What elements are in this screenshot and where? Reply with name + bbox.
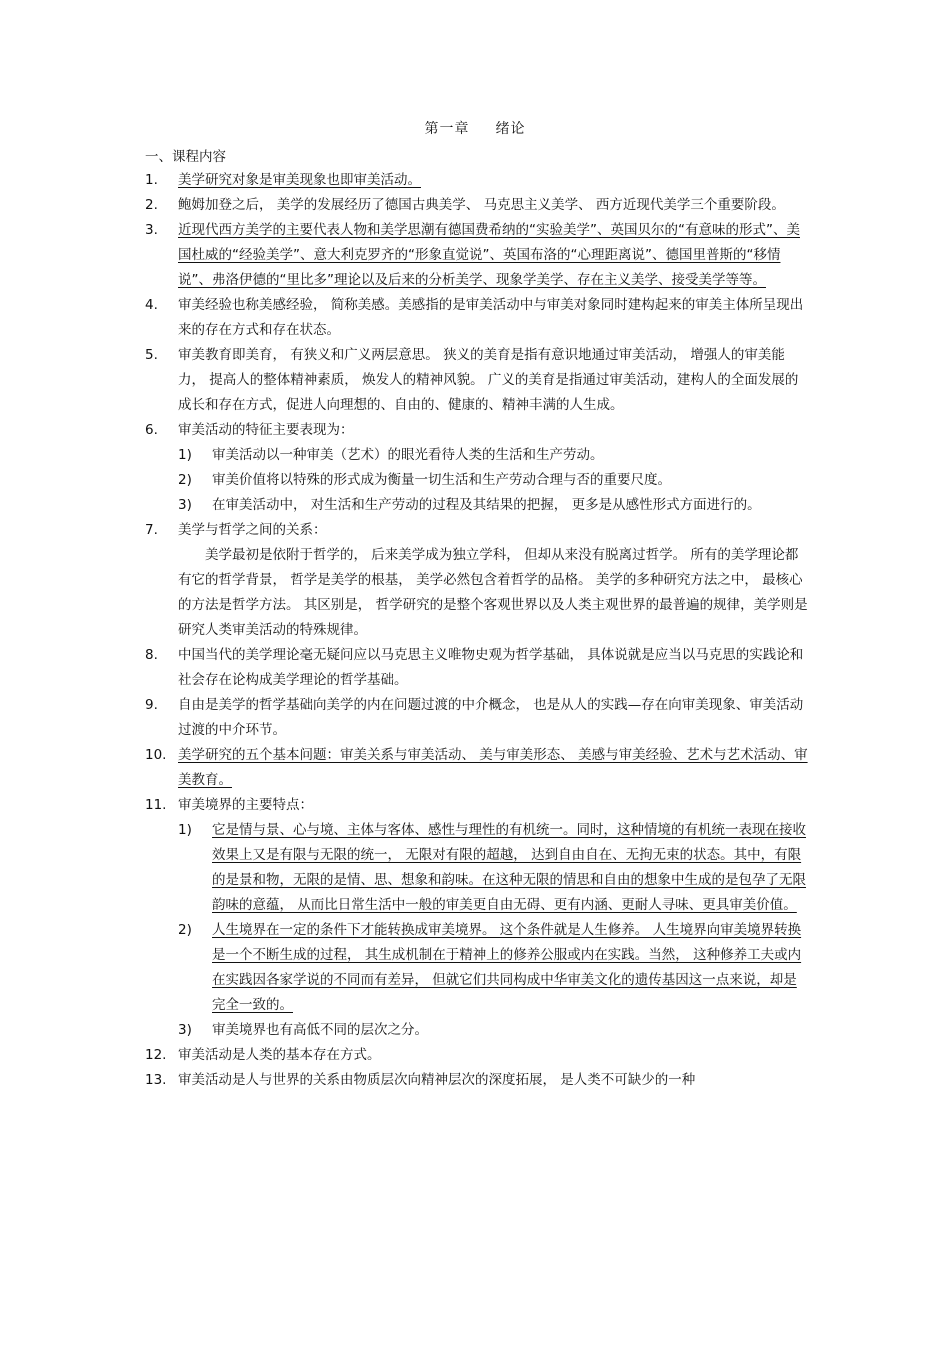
item-text: 审美经验也称美感经验， 简称美感。美感指的是审美活动中与审美对象同时建构起来的审美主体所呈现出来的存在方式和存在状态。: [178, 297, 804, 338]
list-item: 8. 中国当代的美学理论毫无疑问应以马克思主义唯物史观为哲学基础， 具体说就是应当以马克思的实践论和社会存在论构成美学理论的哲学基础。: [145, 647, 804, 688]
sub-item: 3) 审美境界也有高低不同的层次之分。: [178, 1022, 428, 1038]
chapter-number: 第一章: [424, 121, 470, 137]
item-text: 审美活动的特征主要表现为：: [178, 422, 354, 438]
chapter-title: [0, 118, 950, 138]
item-text: 审美活动是人类的基本存在方式。: [178, 1047, 381, 1063]
item-text: 审美教育即美育， 有狭义和广义两层意思。 狭义的美育是指有意识地通过审美活动， 增强人的审美能力， 提高人的整体精神素质， 焕发人的精神风貌。 广义的美育是指通过审美活动，建构人的全面发展的成长和存在方式，促进人向理想的、自由的、健康的、精神丰满的人生成。: [178, 347, 799, 413]
item-text: 近现代西方美学的主要代表人物和美学思潮有德国费希纳的“实验美学”、英国贝尔的“有意味的形式”、美国杜威的“经验美学”、意大利克罗齐的“形象直觉说”、英国布洛的“心理距离说”、德国里普斯的“移情说”、弗洛伊德的“里比多”理论以及后来的分析美学、现象学美学、存在主义美学、接受美学等等。: [178, 222, 800, 288]
paragraph: 美学最初是依附于哲学的， 后来美学成为独立学科， 但却从来没有脱离过哲学。 所有的美学理论都有它的哲学背景， 哲学是美学的根基， 美学必然包含着哲学的品格。 美学的多种研究方法之中， 最核心的方法是哲学方法。 其区别是， 哲学研究的是整个客观世界以及人类主观世界的最普遍的规律，美学则是研究人类审美活动的特殊规律。: [178, 547, 808, 638]
sub-item: 1) 它是情与景、心与境、主体与客体、感性与理性的有机统一。同时，这种情境的有机统一表现在接收效果上又是有限与无限的统一， 无限对有限的超越， 达到自由自在、无拘无束的状态。其中，有限的是景和物，无限的是情、思、想象和韵味。在这种无限的情思和自由的想象中生成的是包孕了无限韵味的意蕴， 从而比日常生活中一般的审美更自由无碍、更有内涵、更耐人寻味、更具审美价值。: [178, 822, 806, 913]
item-text: 审美境界的主要特点：: [178, 797, 313, 813]
list-item: 11. 审美境界的主要特点： 1) 它是情与景、心与境、主体与客体、感性与理性的有机统一。同时，这种情境的有机统一表现在接收效果上又是有限与无限的统一， 无限对有限的超越， 达到自由自在、无拘无束的状态。其中，有限的是景和物，无限的是情、思、想象和韵味。在这种无限的情思和自由的想象中生成的是包孕了无限韵味的意蕴， 从而比日常生活中一般的审美更自由无碍、更有内涵、更耐人寻味、更具审美价值。 2) 人生境界在一定的条件下才能转换成审美境界。 这个条件就是人生修养。 人生境界向审美境界转换是一个不断生成的过程， 其生成机制在于精神上的修养公服或内在实践。当然， 这种修养工夫或内在实践因各家学说的不同而有差异， 但就它们共同构成中华审美文化的遗传基因这一点来说，却是完全一致的。 3) 审美境界也有高低不同的层次之分。: [145, 793, 810, 1043]
list-item: 12. 审美活动是人类的基本存在方式。: [145, 1047, 381, 1063]
item-text: 审美活动是人与世界的关系由物质层次向精神层次的深度拓展， 是人类不可缺少的一种: [178, 1072, 696, 1088]
list-item: 2. 鲍姆加登之后， 美学的发展经历了德国古典美学、 马克思主义美学、 西方近现代美学三个重要阶段。: [145, 197, 785, 213]
item-text: 美学研究的五个基本问题：审美关系与审美活动、 美与审美形态、 美感与审美经验、艺术与艺术活动、审美教育。: [178, 747, 808, 788]
chapter-name: 绪论: [495, 121, 526, 137]
item-text: 美学研究对象是审美现象也即审美活动。: [178, 172, 421, 188]
list-item: 7. 美学与哲学之间的关系： 美学最初是依附于哲学的， 后来美学成为独立学科， 但却从来没有脱离过哲学。 所有的美学理论都有它的哲学背景， 哲学是美学的根基， 美学必然包含着哲学的品格。 美学的多种研究方法之中， 最核心的方法是哲学方法。 其区别是， 哲学研究的是整个客观世界以及人类主观世界的最普遍的规律，美学则是研究人类审美活动的特殊规律。: [145, 518, 810, 643]
course-content: [145, 168, 810, 1093]
list-item: 1. 美学研究对象是审美现象也即审美活动。: [145, 172, 421, 188]
section-heading: 一、课程内容: [145, 149, 226, 165]
sub-item: 2) 审美价值将以特殊的形式成为衡量一切生活和生产劳动合理与否的重要尺度。: [178, 472, 671, 488]
list-item: 13. 审美活动是人与世界的关系由物质层次向精神层次的深度拓展， 是人类不可缺少的一种: [145, 1072, 696, 1088]
item-text: 中国当代的美学理论毫无疑问应以马克思主义唯物史观为哲学基础， 具体说就是应当以马克思的实践论和社会存在论构成美学理论的哲学基础。: [178, 647, 804, 688]
item-text: 自由是美学的哲学基础向美学的内在问题过渡的中介概念， 也是从人的实践—存在向审美现象、审美活动过渡的中介环节。: [178, 697, 804, 738]
list-item: 9. 自由是美学的哲学基础向美学的内在问题过渡的中介概念， 也是从人的实践—存在向审美现象、审美活动过渡的中介环节。: [145, 697, 804, 738]
list-item: 4. 审美经验也称美感经验， 简称美感。美感指的是审美活动中与审美对象同时建构起来的审美主体所呈现出来的存在方式和存在状态。: [145, 297, 804, 338]
sub-item: 1) 审美活动以一种审美（艺术）的眼光看待人类的生活和生产劳动。: [178, 447, 604, 463]
list-item: 10. 美学研究的五个基本问题：审美关系与审美活动、 美与审美形态、 美感与审美经验、艺术与艺术活动、审美教育。: [145, 747, 808, 788]
sub-item: 2) 人生境界在一定的条件下才能转换成审美境界。 这个条件就是人生修养。 人生境界向审美境界转换是一个不断生成的过程， 其生成机制在于精神上的修养公服或内在实践。当然， 这种修养工夫或内在实践因各家学说的不同而有差异， 但就它们共同构成中华审美文化的遗传基因这一点来说，却是完全一致的。: [178, 922, 802, 1013]
list-item: 3. 近现代西方美学的主要代表人物和美学思潮有德国费希纳的“实验美学”、英国贝尔的“有意味的形式”、美国杜威的“经验美学”、意大利克罗齐的“形象直觉说”、英国布洛的“心理距离说”、德国里普斯的“移情说”、弗洛伊德的“里比多”理论以及后来的分析美学、现象学美学、存在主义美学、接受美学等等。: [145, 222, 800, 288]
list-item: 6. 审美活动的特征主要表现为： 1) 审美活动以一种审美（艺术）的眼光看待人类的生活和生产劳动。 2) 审美价值将以特殊的形式成为衡量一切生活和生产劳动合理与否的重要尺度。 3) 在审美活动中， 对生活和生产劳动的过程及其结果的把握， 更多是从感性形式方面进行的。: [145, 418, 810, 518]
item-text: 美学与哲学之间的关系：: [178, 522, 327, 538]
sub-item: 3) 在审美活动中， 对生活和生产劳动的过程及其结果的把握， 更多是从感性形式方面进行的。: [178, 497, 761, 513]
item-text: 鲍姆加登之后， 美学的发展经历了德国古典美学、 马克思主义美学、 西方近现代美学三个重要阶段。: [178, 197, 785, 213]
list-item: 5. 审美教育即美育， 有狭义和广义两层意思。 狭义的美育是指有意识地通过审美活动， 增强人的审美能力， 提高人的整体精神素质， 焕发人的精神风貌。 广义的美育是指通过审美活动，建构人的全面发展的成长和存在方式，促进人向理想的、自由的、健康的、精神丰满的人生成。: [145, 347, 799, 413]
